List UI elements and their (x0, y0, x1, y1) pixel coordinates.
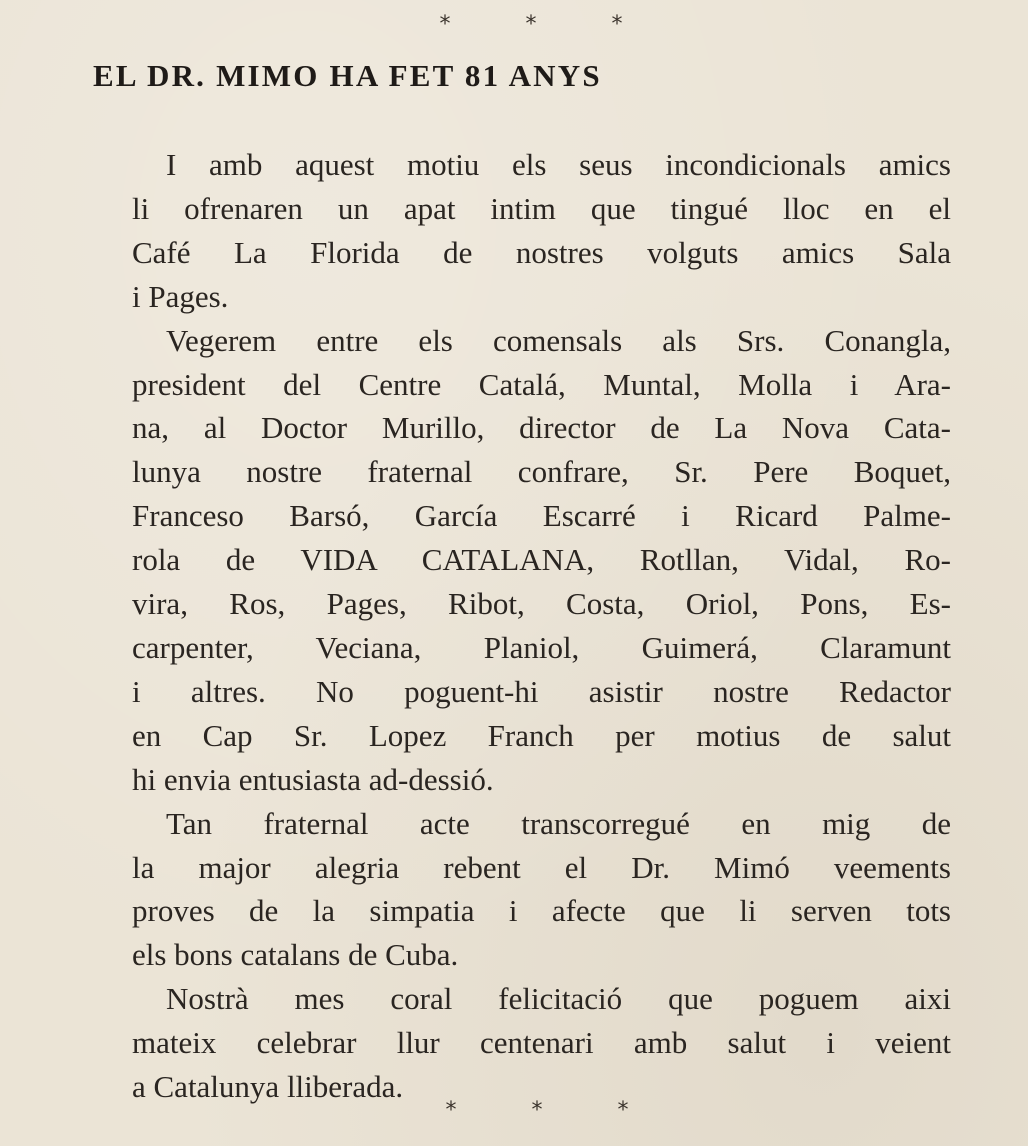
text-line: Tan fraternal acte transcorregué en mig de (166, 805, 951, 841)
text-line: hi envia entusiasta ad-dessió. (132, 761, 494, 797)
text-line: na, al Doctor Murillo, director de La Nova Cata- (132, 410, 951, 446)
paragraph-4 (96, 977, 951, 1109)
text-line: president del Centre Catalá, Muntal, Molla i Ara- (132, 366, 951, 402)
text-line: els bons catalans de Cuba. (132, 937, 459, 973)
text-line: i altres. No poguent-hi asistir nostre Redactor (132, 673, 951, 709)
text-line: i Pages. (132, 278, 229, 314)
text-line: Nostrà mes coral felicitació que poguem aixi (166, 981, 951, 1017)
text-line: Vegerem entre els comensals als Srs. Conangla, (166, 322, 951, 358)
article-body (96, 143, 951, 1109)
text-line: Franceso Barsó, García Escarré i Ricard Palme- (132, 498, 951, 534)
text-line: I amb aquest motiu els seus incondicionals amics (166, 147, 951, 182)
paragraph-2 (96, 319, 951, 802)
ornament-bottom: * * * (445, 1098, 663, 1123)
text-line: a Catalunya lliberada. (132, 1069, 404, 1105)
text-line: proves de la simpatia i afecte que li serven tots (132, 893, 951, 929)
article-headline: EL DR. MIMO HA FET 81 ANYS (93, 58, 602, 93)
ornament-top: * * * (439, 12, 657, 37)
paragraph-1 (96, 143, 951, 319)
text-line: Café La Florida de nostres volguts amics Sala (132, 234, 951, 270)
text-line: vira, Ros, Pages, Ribot, Costa, Oriol, Pons, Es- (132, 586, 951, 622)
text-line: carpenter, Veciana, Planiol, Guimerá, Claramunt (132, 629, 951, 665)
text-line: mateix celebrar llur centenari amb salut i veient (132, 1025, 951, 1061)
text-line: li ofrenaren un apat intim que tingué lloc en el (132, 190, 951, 226)
text-line: rola de VIDA CATALANA, Rotllan, Vidal, Ro- (132, 542, 951, 578)
text-line: en Cap Sr. Lopez Franch per motius de salut (132, 717, 951, 753)
paragraph-3 (96, 802, 951, 978)
text-line: la major alegria rebent el Dr. Mimó veements (132, 849, 951, 885)
text-line: lunya nostre fraternal confrare, Sr. Pere Boquet, (132, 454, 951, 490)
